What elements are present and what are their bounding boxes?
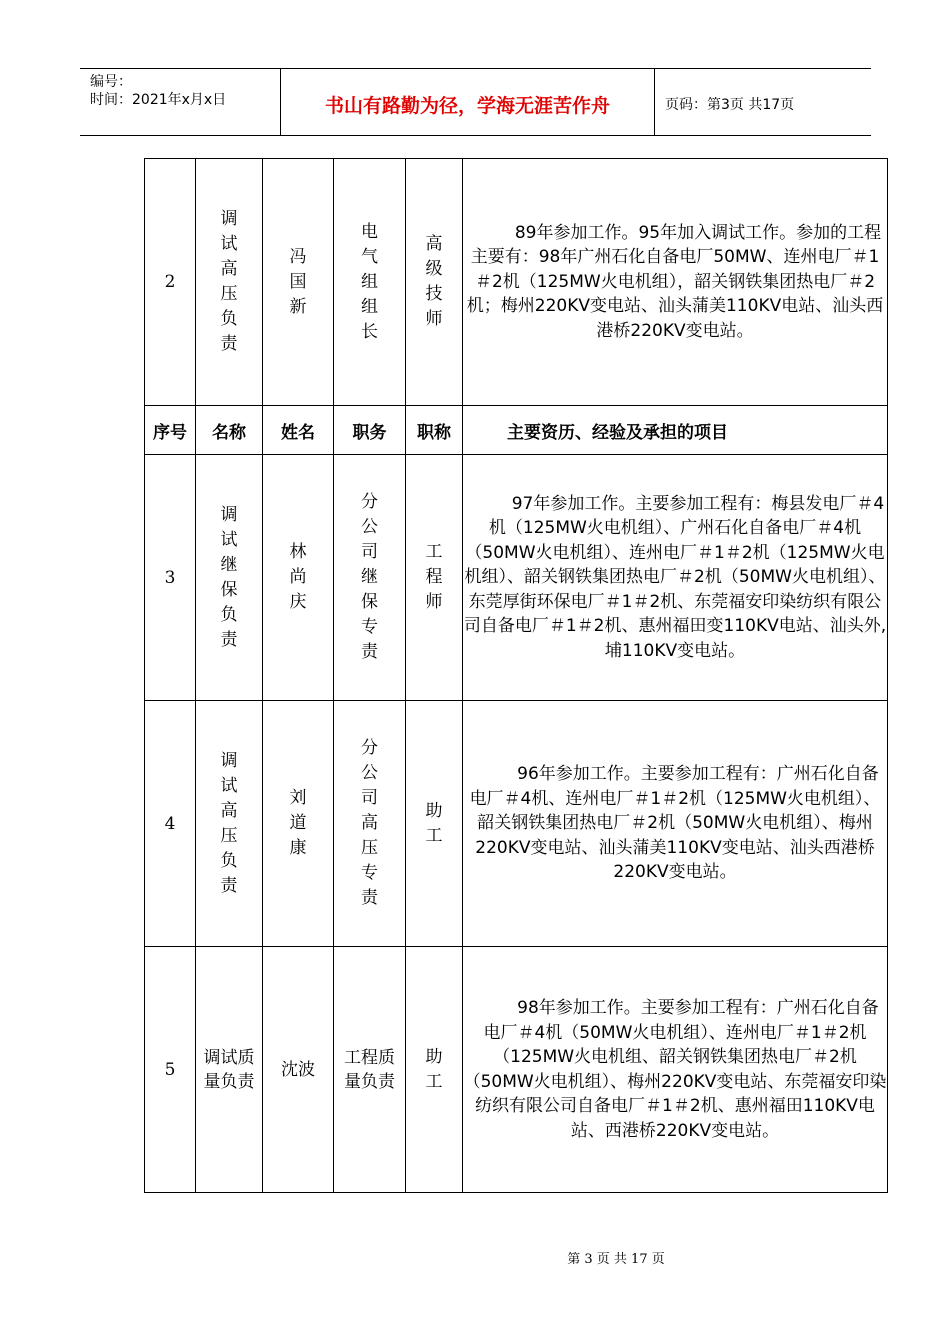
cell-duty-text: 分公司高压专责 [360,738,378,908]
cell-duty [334,159,406,406]
cell-person [263,947,334,1193]
cell-name-text: 调试继保负责 [220,504,238,650]
cell-name [196,701,263,947]
cell-desc [463,159,888,406]
cell-title-text: 助工 [425,800,443,846]
cell-title [406,159,463,406]
cell-desc [463,701,888,947]
document-time-label: 时间：2021年x月x日 [90,92,227,108]
cell-duty-text: 工程质量负责 [344,1047,395,1092]
cell-duty [334,947,406,1193]
cell-desc-text: 89年参加工作。95年加入调试工作。参加的工程主要有：98年广州石化自备电厂50MW、连州电厂＃1＃2机（125MW火电机组），韶关钢铁集团热电厂＃2机；梅州220KV变电站、汕头蒲美110KV电站、汕头西港桥220KV变电站。 [466,222,884,341]
cell-person-text: 刘道康 [289,788,307,858]
cell-person-text: 沈波 [281,1059,315,1080]
staff-table [144,158,888,1193]
cell-seq: 4 [145,701,196,947]
cell-person [263,159,334,406]
cell-desc [463,455,888,701]
cell-desc-text: 97年参加工作。主要参加工程有：梅县发电厂＃4机（125MW火电机组）、广州石化自备电厂＃4机（50MW火电机组）、连州电厂＃1＃2机（125MW火电机组）、韶关钢铁集团热电厂＃2机（50MW火电机组）、东莞厚街环保电厂＃1＃2机、东莞福安印染纺织有限公司自备电厂＃1＃2机、惠州福田变110KV电站、汕头外,埔110KV变电站。 [463,493,887,661]
cell-title-text: 高级技师 [425,234,443,329]
cell-desc-text: 98年参加工作。主要参加工程有：广州石化自备电厂＃4机（50MW火电机组）、连州电厂＃1＃2机（125MW火电机组、韶关钢铁集团热电厂＃2机（50MW火电机组）、梅州220KV变电站、东莞福安印染纺织有限公司自备电厂＃1＃2机、惠州福田110KV电站、西港桥220KV变电站。 [463,998,887,1141]
cell-person-text: 冯国新 [289,246,307,317]
cell-desc [463,947,888,1193]
header-motto: 书山有路勤为径，学海无涯苦作舟 [281,69,655,135]
page-footer: 第 3 页 共 17 页 [567,1252,665,1267]
column-header-name: 名称 [196,406,263,455]
cell-name [196,947,263,1193]
cell-person [263,455,334,701]
cell-name-text: 调试质量负责 [203,1047,255,1092]
cell-person-text: 林尚庆 [289,542,307,612]
header-page-label: 页码：第3页 共17页 [665,97,795,113]
cell-title [406,947,463,1193]
table-row [145,947,888,1193]
cell-title [406,455,463,701]
cell-duty-text: 电气组组长 [360,221,378,342]
cell-title [406,701,463,947]
cell-seq: 2 [145,159,196,406]
cell-person [263,701,334,947]
cell-name-text: 调试高压负责 [220,750,238,896]
table-row [145,455,888,701]
table-row [145,159,888,406]
page-header [80,68,871,136]
column-header-person: 姓名 [263,406,334,455]
document-number-label: 编号： [90,74,132,90]
cell-title-text: 助工 [425,1046,443,1092]
cell-name [196,455,263,701]
cell-duty [334,701,406,947]
column-header-duty: 职务 [334,406,406,455]
column-header-desc: 主要资历、经验及承担的项目 [463,406,888,455]
cell-name-text: 调试高压负责 [220,209,238,354]
table-header-row [145,406,888,455]
cell-title-text: 工程师 [425,542,443,612]
column-header-seq: 序号 [145,406,196,455]
cell-duty [334,455,406,701]
cell-desc-text: 96年参加工作。主要参加工程有：广州石化自备电厂＃4机、连州电厂＃1＃2机（125MW火电机组）、韶关钢铁集团热电厂＃2机（50MW火电机组）、梅州220KV变电站、汕头蒲美110KV变电站、汕头西港桥220KV变电站。 [469,764,881,883]
cell-name [196,159,263,406]
cell-seq: 5 [145,947,196,1193]
column-header-title: 职称 [406,406,463,455]
table-row [145,701,888,947]
header-meta [80,69,281,135]
cell-duty-text: 分公司继保专责 [360,492,378,662]
cell-seq: 3 [145,455,196,701]
